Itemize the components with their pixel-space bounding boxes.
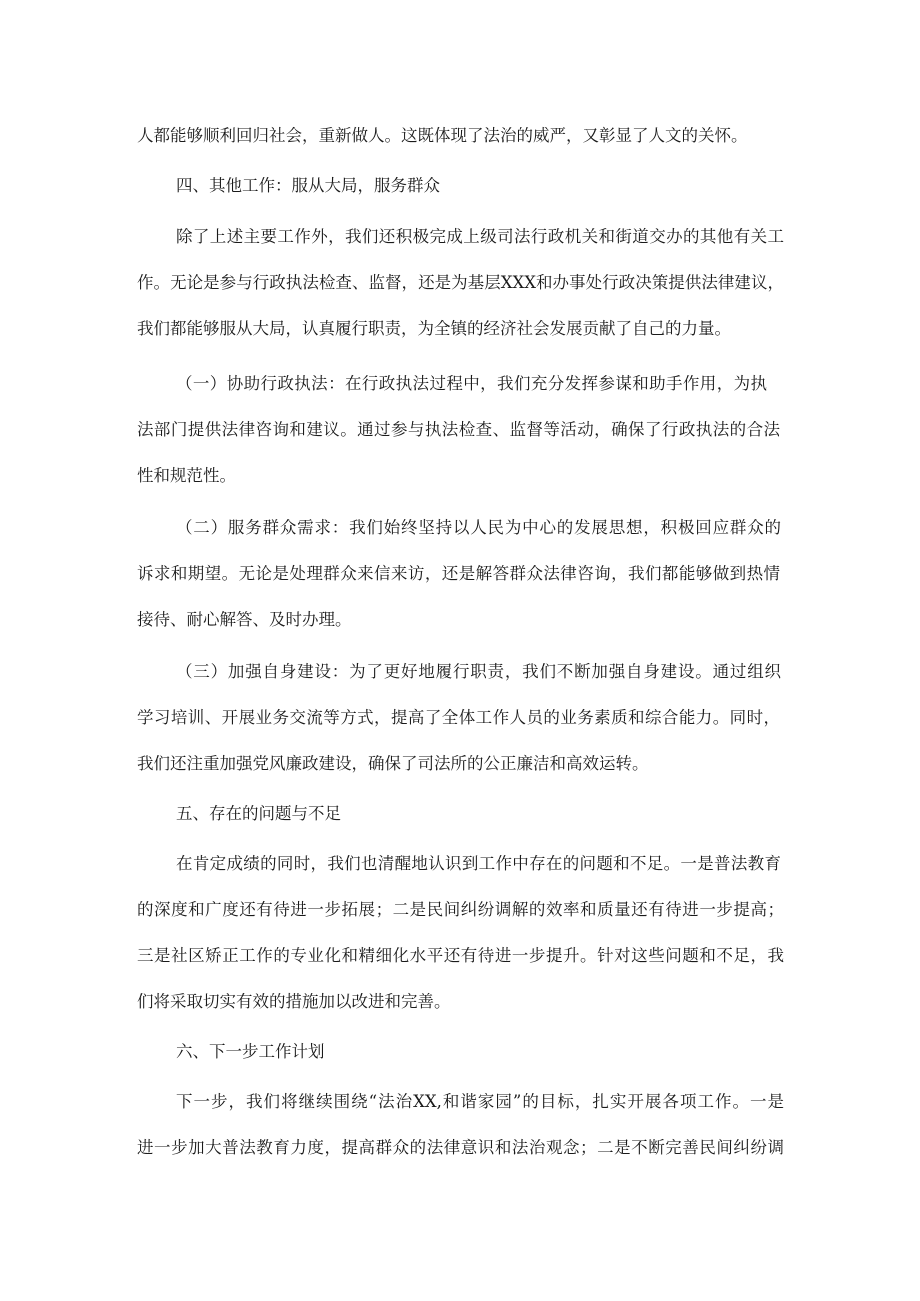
paragraph-line: （三）加强自身建设：为了更好地履行职责，我们不断加强自身建设。通过组织 [176,662,781,681]
section-heading: 四、其他工作：服从大局，服务群众 [176,176,440,195]
paragraph-line: 除了上述主要工作外，我们还积极完成上级司法行政机关和街道交办的其他有关工 [176,227,784,246]
paragraph-line: 的深度和广度还有待进一步拓展；二是民间纠纷调解的效率和质量还有待进一步提高； [137,900,784,919]
paragraph-line: 我们都能够服从大局，认真履行职责，为全镇的经济社会发展贡献了自己的力量。 [137,319,731,338]
paragraph-line: 法部门提供法律咨询和建议。通过参与执法检查、监督等活动，确保了行政执法的合法 [137,420,780,439]
paragraph-line: 诉求和期望。无论是处理群众来信来访，还是解答群众法律咨询，我们都能够做到热情 [137,564,780,583]
paragraph-line: 学习培训、开展业务交流等方式，提高了全体工作人员的业务素质和综合能力。同时， [137,708,780,727]
paragraph-line: 性和规范性。 [137,466,236,485]
paragraph-line: 人都能够顺利回归社会，重新做人。这既体现了法治的威严，又彰显了人文的关怀。 [137,126,748,145]
section-heading: 五、存在的问题与不足 [176,804,341,823]
paragraph-line: 接待、耐心解答、及时办理。 [137,610,352,629]
paragraph-line: （一）协助行政执法：在行政执法过程中，我们充分发挥参谋和助手作用，为执 [176,374,767,393]
paragraph-line: 进一步加大普法教育力度，提高群众的法律意识和法治观念；二是不断完善民间纠纷调 [137,1138,784,1157]
paragraph-line: 在肯定成绩的同时，我们也清醒地认识到工作中存在的问题和不足。一是普法教育 [176,854,781,873]
paragraph-line: 下一步，我们将继续围绕“法治XX,和谐家园”的目标，扎实开展各项工作。一是 [176,1092,784,1111]
section-heading: 六、下一步工作计划 [176,1042,325,1061]
paragraph-line: 作。无论是参与行政执法检查、监督，还是为基层XXX和办事处行政决策提供法律建议， [137,273,784,292]
paragraph-line: 我们还注重加强党风廉政建设，确保了司法所的公正廉洁和高效运转。 [137,754,649,773]
paragraph-line: 三是社区矫正工作的专业化和精细化水平还有待进一步提升。针对这些问题和不足，我 [137,946,784,965]
paragraph-line: 们将采取切实有效的措施加以改进和完善。 [137,992,451,1011]
paragraph-line: （二）服务群众需求：我们始终坚持以人民为中心的发展思想，积极回应群众的 [176,518,781,537]
